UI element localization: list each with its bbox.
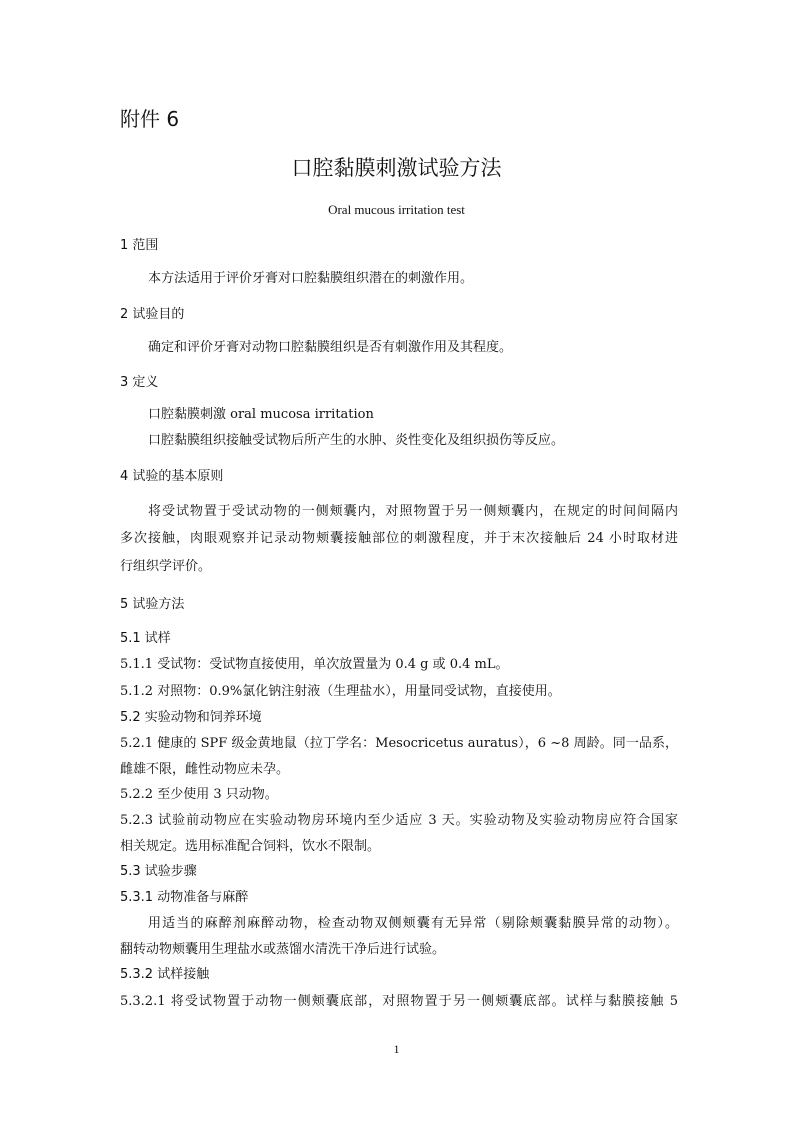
paragraph-line: 5.1.2 对照物：0.9%氯化钠注射液（生理盐水），用量同受试物，直接使用。 [120, 684, 561, 699]
definition-text: 口腔黏膜组织接触受试物后所产生的水肿、炎性变化及组织损伤等反应。 [148, 433, 565, 448]
page-number: 1 [393, 1042, 400, 1056]
section-heading-scope: 1 范围 [120, 238, 159, 253]
paragraph-line: 5.3.2.1 将受试物置于动物一侧颊囊底部，对照物置于另一侧颊囊底部。试样与黏膜接触 5 [120, 994, 678, 1009]
paragraph-line: 多次接触，肉眼观察并记录动物颊囊接触部位的刺激程度，并于末次接触后 24 小时取材进 [120, 531, 678, 546]
attachment-label: 附件 6 [120, 107, 180, 131]
document-title: 口腔黏膜刺激试验方法 [291, 156, 502, 180]
paragraph-line: 翻转动物颊囊用生理盐水或蒸馏水清洗干净后进行试验。 [120, 942, 446, 957]
subsection-heading: 5.3 试验步骤 [120, 864, 197, 879]
subsection-heading: 5.1 试样 [120, 631, 171, 646]
paragraph-line: 确定和评价牙膏对动物口腔黏膜组织是否有刺激作用及其程度。 [148, 340, 513, 355]
subsection-heading: 5.2 实验动物和饲养环境 [120, 710, 262, 725]
paragraph-line: 用适当的麻醉剂麻醉动物，检查动物双侧颊囊有无异常（剔除颊囊黏膜异常的动物）。 [148, 916, 678, 931]
section-heading-definition: 3 定义 [120, 375, 159, 390]
paragraph-line: 5.1.1 受试物：受试物直接使用，单次放置量为 0.4 g 或 0.4 mL。 [120, 657, 509, 672]
paragraph-line: 5.2.3 试验前动物应在实验动物房环境内至少适应 3 天。实验动物及实验动物房应符合国家 [120, 813, 678, 828]
paragraph-line: 5.2.2 至少使用 3 只动物。 [120, 787, 278, 802]
paragraph-line: 将受试物置于受试动物的一侧颊囊内，对照物置于另一侧颊囊内，在规定的时间间隔内 [148, 504, 678, 519]
paragraph-line: 本方法适用于评价牙膏对口腔黏膜组织潜在的刺激作用。 [148, 271, 474, 286]
paragraph-line: 相关规定。选用标准配合饲料，饮水不限制。 [120, 839, 381, 854]
section-heading-purpose: 2 试验目的 [120, 307, 185, 322]
section-heading-principle: 4 试验的基本原则 [120, 469, 224, 484]
paragraph-line: 雌雄不限，雌性动物应未孕。 [120, 762, 290, 777]
section-heading-method: 5 试验方法 [120, 597, 185, 612]
subsection-heading: 5.3.2 试样接触 [120, 967, 210, 982]
subsection-heading: 5.3.1 动物准备与麻醉 [120, 890, 249, 905]
definition-term: 口腔黏膜刺激 oral mucosa irritation [148, 407, 374, 422]
paragraph-line: 行组织学评价。 [120, 559, 212, 574]
paragraph-line: 5.2.1 健康的 SPF 级金黄地鼠（拉丁学名：Mesocricetus auratus），6 ~8 周龄。同一品系， [120, 736, 678, 751]
document-subtitle: Oral mucous irritation test [328, 202, 465, 217]
